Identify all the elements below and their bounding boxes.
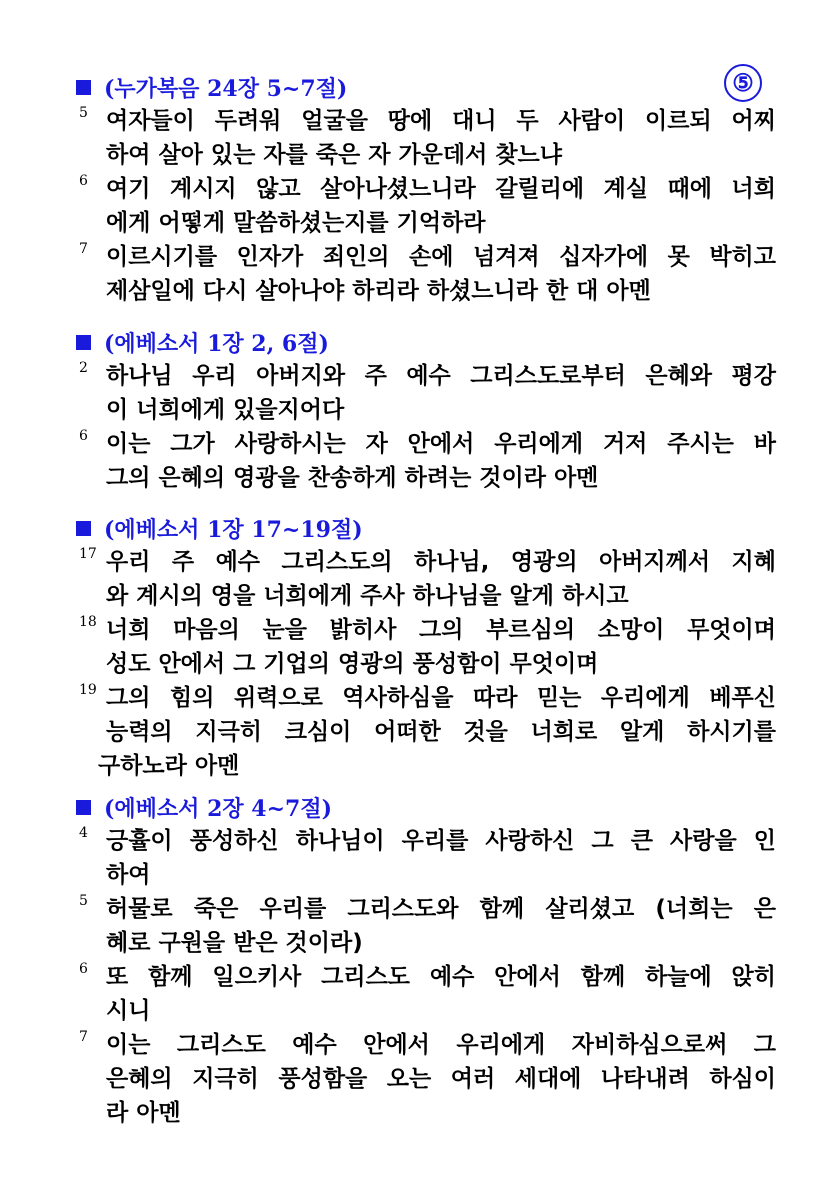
verse-line: 여자들이 두려워 얼굴을 땅에 대니 두 사람이 이르되 어찌 bbox=[106, 108, 776, 134]
verse bbox=[76, 681, 776, 783]
verse-line: 라 아멘 bbox=[106, 1100, 181, 1126]
verse-line: 에게 어떻게 말씀하셨는지를 기억하라 bbox=[106, 210, 486, 236]
verse-number: 6 bbox=[79, 428, 88, 444]
verse bbox=[76, 1028, 776, 1130]
verse-line: 와 계시의 영을 너희에게 주사 하나님을 알게 하시고 bbox=[106, 583, 629, 609]
verse-line: 이 너희에게 있을지어다 bbox=[106, 397, 345, 423]
square-bullet-icon bbox=[76, 521, 91, 536]
section-luke-24 bbox=[76, 70, 776, 308]
verse-line: 이는 그가 사랑하시는 자 안에서 우리에게 거저 주시는 바 bbox=[106, 431, 776, 457]
section-ephesians-2-4-7 bbox=[76, 790, 776, 1130]
verse-line: 제삼일에 다시 살아나야 하리라 하셨느니라 한 대 아멘 bbox=[106, 278, 651, 304]
verse-line: 능력의 지극히 크심이 어떠한 것을 너희로 알게 하시기를 bbox=[106, 719, 776, 745]
verse-number: 7 bbox=[79, 1029, 88, 1045]
verse bbox=[76, 172, 776, 240]
square-bullet-icon bbox=[76, 800, 91, 815]
verse-number: 5 bbox=[79, 893, 88, 909]
section-heading bbox=[76, 70, 776, 104]
verse bbox=[76, 613, 776, 681]
verse-line: 성도 안에서 그 기업의 영광의 풍성함이 무엇이며 bbox=[106, 651, 599, 677]
verse-line: 또 함께 일으키사 그리스도 예수 안에서 함께 하늘에 앉히 bbox=[106, 964, 776, 990]
verse-line: 긍휼이 풍성하신 하나님이 우리를 사랑하신 그 큰 사랑을 인 bbox=[106, 828, 776, 854]
section-heading-text: (에베소서 1장 2, 6절) bbox=[104, 330, 329, 357]
verse-number: 4 bbox=[79, 825, 88, 841]
verse-line: 하여 bbox=[106, 862, 151, 888]
verse-number: 18 bbox=[79, 614, 97, 630]
section-heading bbox=[76, 790, 776, 824]
verse bbox=[76, 240, 776, 308]
square-bullet-icon bbox=[76, 80, 91, 95]
verse bbox=[76, 892, 776, 960]
verse-line: 구하노라 아멘 bbox=[98, 753, 240, 779]
verse bbox=[76, 104, 776, 172]
verse-number: 19 bbox=[79, 682, 97, 698]
verse-line: 너희 마음의 눈을 밝히사 그의 부르심의 소망이 무엇이며 bbox=[106, 617, 776, 643]
section-heading bbox=[76, 325, 776, 359]
verse-number: 6 bbox=[79, 173, 88, 189]
verse-line: 하나님 우리 아버지와 주 예수 그리스도로부터 은혜와 평강 bbox=[106, 363, 776, 389]
verse-line: 그의 힘의 위력으로 역사하심을 따라 믿는 우리에게 베푸신 bbox=[106, 685, 776, 711]
verse-line: 이는 그리스도 예수 안에서 우리에게 자비하심으로써 그 bbox=[106, 1032, 776, 1058]
verse-line: 우리 주 예수 그리스도의 하나님, 영광의 아버지께서 지혜 bbox=[106, 549, 776, 575]
verse-line: 시니 bbox=[106, 998, 151, 1024]
section-heading bbox=[76, 511, 776, 545]
verse-line: 이르시기를 인자가 죄인의 손에 넘겨져 십자가에 못 박히고 bbox=[106, 244, 776, 270]
verse-line: 그의 은혜의 영광을 찬송하게 하려는 것이라 아멘 bbox=[106, 465, 599, 491]
page-number-badge: ⑤ bbox=[724, 64, 762, 102]
verse-line: 은혜의 지극히 풍성함을 오는 여러 세대에 나타내려 하심이 bbox=[106, 1066, 776, 1092]
verse bbox=[76, 427, 776, 495]
verse-number: 2 bbox=[79, 360, 88, 376]
section-heading-text: (에베소서 2장 4~7절) bbox=[104, 795, 333, 822]
square-bullet-icon bbox=[76, 335, 91, 350]
verse-line: 여기 계시지 않고 살아나셨느니라 갈릴리에 계실 때에 너희 bbox=[106, 176, 776, 202]
verse-line: 하여 살아 있는 자를 죽은 자 가운데서 찾느냐 bbox=[106, 142, 562, 168]
verse bbox=[76, 359, 776, 427]
verse-number: 17 bbox=[79, 546, 97, 562]
section-heading-text: (누가복음 24장 5~7절) bbox=[104, 75, 348, 102]
verse bbox=[76, 824, 776, 892]
verse bbox=[76, 960, 776, 1028]
verse-line: 혜로 구원을 받은 것이라) bbox=[106, 930, 363, 956]
verse bbox=[76, 545, 776, 613]
verse-number: 6 bbox=[79, 961, 88, 977]
section-ephesians-1-2-6 bbox=[76, 325, 776, 495]
verse-number: 5 bbox=[79, 105, 88, 121]
verse-number: 7 bbox=[79, 241, 88, 257]
section-ephesians-1-17-19 bbox=[76, 511, 776, 783]
verse-line: 허물로 죽은 우리를 그리스도와 함께 살리셨고 (너희는 은 bbox=[106, 896, 776, 922]
section-heading-text: (에베소서 1장 17~19절) bbox=[104, 516, 363, 543]
